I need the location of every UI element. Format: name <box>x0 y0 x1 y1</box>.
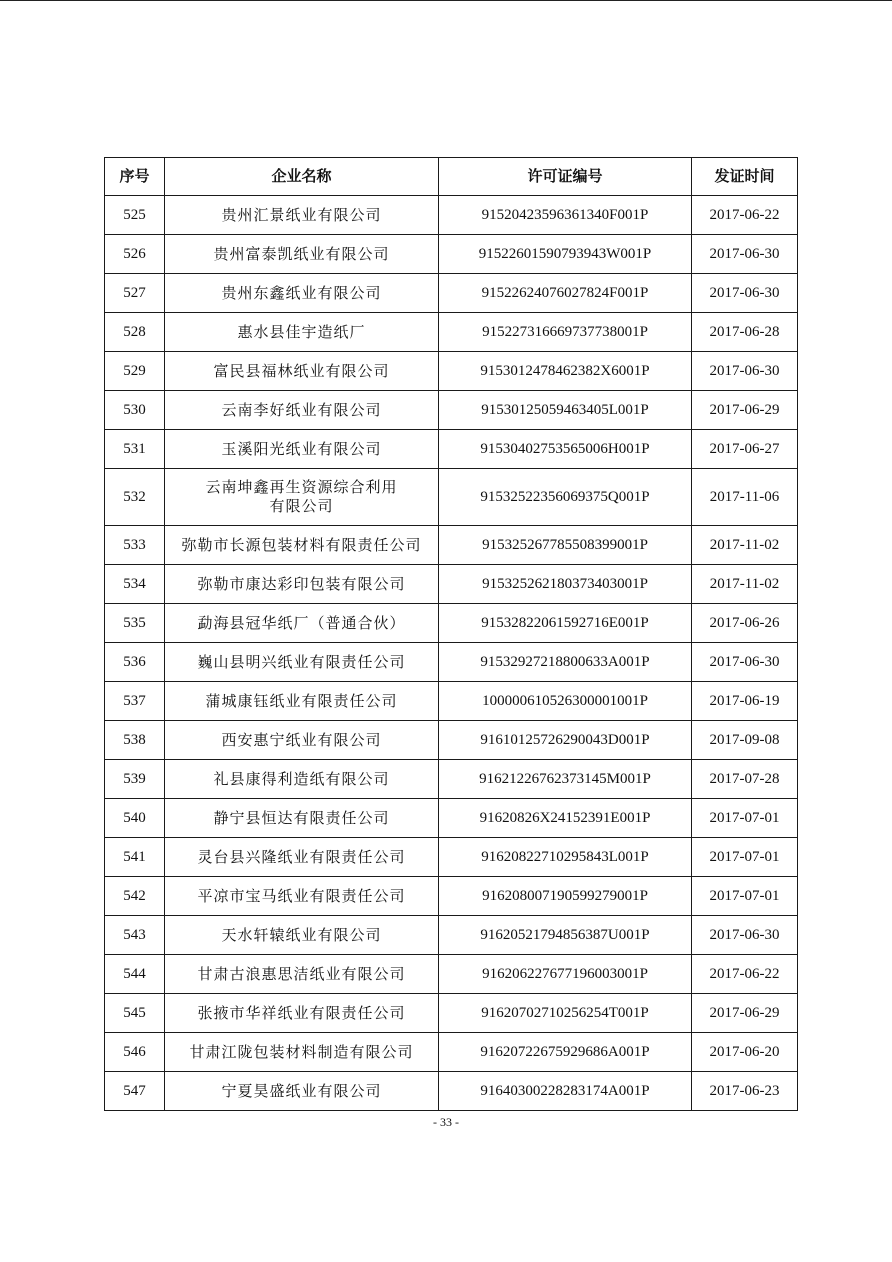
row-seq: 527 <box>105 274 165 313</box>
row-company-line2: 有限公司 <box>269 497 334 515</box>
row-seq: 540 <box>105 799 165 838</box>
header-seq: 序号 <box>105 158 165 196</box>
table-row <box>105 469 798 526</box>
row-license: 915325262180373403001P <box>439 565 692 604</box>
row-company: 巍山县明兴纸业有限责任公司 <box>165 643 439 682</box>
top-border-line <box>0 0 892 1</box>
header-company: 企业名称 <box>165 158 439 196</box>
row-company: 甘肃古浪惠思洁纸业有限公司 <box>165 955 439 994</box>
row-seq: 543 <box>105 916 165 955</box>
row-company: 惠水县佳宇造纸厂 <box>165 313 439 352</box>
row-company: 富民县福林纸业有限公司 <box>165 352 439 391</box>
row-company: 贵州汇景纸业有限公司 <box>165 196 439 235</box>
row-date: 2017-07-01 <box>692 838 798 877</box>
row-date: 2017-06-22 <box>692 196 798 235</box>
row-seq: 534 <box>105 565 165 604</box>
table-row <box>105 721 798 760</box>
row-seq: 531 <box>105 430 165 469</box>
row-date: 2017-06-29 <box>692 994 798 1033</box>
row-date: 2017-07-28 <box>692 760 798 799</box>
row-date: 2017-06-30 <box>692 916 798 955</box>
row-seq: 526 <box>105 235 165 274</box>
row-seq: 547 <box>105 1072 165 1111</box>
table-row <box>105 1072 798 1111</box>
table-row <box>105 235 798 274</box>
table-row <box>105 799 798 838</box>
row-license: 91621226762373145M001P <box>439 760 692 799</box>
row-seq: 542 <box>105 877 165 916</box>
row-date: 2017-06-28 <box>692 313 798 352</box>
table-row <box>105 682 798 721</box>
table-row <box>105 565 798 604</box>
row-company: 天水轩辕纸业有限公司 <box>165 916 439 955</box>
row-date: 2017-07-01 <box>692 799 798 838</box>
row-seq: 539 <box>105 760 165 799</box>
row-seq: 536 <box>105 643 165 682</box>
table-row <box>105 916 798 955</box>
row-date: 2017-11-02 <box>692 565 798 604</box>
row-license: 91532822061592716E001P <box>439 604 692 643</box>
row-date: 2017-06-19 <box>692 682 798 721</box>
row-seq: 544 <box>105 955 165 994</box>
row-date: 2017-06-27 <box>692 430 798 469</box>
row-date: 2017-06-23 <box>692 1072 798 1111</box>
table-row <box>105 877 798 916</box>
table-row <box>105 604 798 643</box>
permit-table <box>104 157 798 1111</box>
row-license: 915227316669737738001P <box>439 313 692 352</box>
table-row <box>105 274 798 313</box>
row-license: 91610125726290043D001P <box>439 721 692 760</box>
table-row <box>105 430 798 469</box>
table-row <box>105 838 798 877</box>
table-row <box>105 955 798 994</box>
row-seq: 533 <box>105 526 165 565</box>
row-company: 甘肃江陇包装材料制造有限公司 <box>165 1033 439 1072</box>
row-date: 2017-06-22 <box>692 955 798 994</box>
row-seq: 538 <box>105 721 165 760</box>
header-date: 发证时间 <box>692 158 798 196</box>
row-company: 礼县康得利造纸有限公司 <box>165 760 439 799</box>
row-license: 91530402753565006H001P <box>439 430 692 469</box>
row-company: 蒲城康钰纸业有限责任公司 <box>165 682 439 721</box>
row-license: 915325267785508399001P <box>439 526 692 565</box>
row-date: 2017-06-26 <box>692 604 798 643</box>
page-number: - 33 - <box>433 1115 459 1129</box>
row-company: 西安惠宁纸业有限公司 <box>165 721 439 760</box>
row-license: 91620702710256254T001P <box>439 994 692 1033</box>
row-license: 91620722675929686A001P <box>439 1033 692 1072</box>
row-date: 2017-06-30 <box>692 352 798 391</box>
row-date: 2017-06-30 <box>692 274 798 313</box>
row-date: 2017-06-30 <box>692 643 798 682</box>
row-seq: 532 <box>105 469 165 526</box>
table-row <box>105 391 798 430</box>
row-company: 平凉市宝马纸业有限责任公司 <box>165 877 439 916</box>
table-row <box>105 994 798 1033</box>
header-license: 许可证编号 <box>439 158 692 196</box>
row-license: 91522601590793943W001P <box>439 235 692 274</box>
table-row <box>105 1033 798 1072</box>
row-license: 91532927218800633A001P <box>439 643 692 682</box>
row-company: 宁夏昊盛纸业有限公司 <box>165 1072 439 1111</box>
row-seq: 530 <box>105 391 165 430</box>
row-company: 弥勒市长源包装材料有限责任公司 <box>165 526 439 565</box>
row-license: 91532522356069375Q001P <box>439 469 692 526</box>
row-seq: 545 <box>105 994 165 1033</box>
table-row <box>105 313 798 352</box>
row-date: 2017-07-01 <box>692 877 798 916</box>
row-license: 91620521794856387U001P <box>439 916 692 955</box>
row-seq: 535 <box>105 604 165 643</box>
row-license: 91620826X24152391E001P <box>439 799 692 838</box>
row-seq: 546 <box>105 1033 165 1072</box>
row-date: 2017-06-30 <box>692 235 798 274</box>
row-date: 2017-11-06 <box>692 469 798 526</box>
row-company: 弥勒市康达彩印包装有限公司 <box>165 565 439 604</box>
row-date: 2017-11-02 <box>692 526 798 565</box>
row-company-line1: 云南坤鑫再生资源综合利用 <box>205 478 398 496</box>
row-company: 贵州富泰凯纸业有限公司 <box>165 235 439 274</box>
table-row <box>105 526 798 565</box>
row-seq: 529 <box>105 352 165 391</box>
row-seq: 541 <box>105 838 165 877</box>
row-seq: 528 <box>105 313 165 352</box>
row-company: 云南李好纸业有限公司 <box>165 391 439 430</box>
row-seq: 537 <box>105 682 165 721</box>
row-company: 贵州东鑫纸业有限公司 <box>165 274 439 313</box>
row-license: 9153012478462382X6001P <box>439 352 692 391</box>
table-row <box>105 760 798 799</box>
row-date: 2017-06-29 <box>692 391 798 430</box>
row-license: 91522624076027824F001P <box>439 274 692 313</box>
row-license: 91620822710295843L001P <box>439 838 692 877</box>
table-row <box>105 196 798 235</box>
table-row <box>105 352 798 391</box>
row-license: 916208007190599279001P <box>439 877 692 916</box>
row-license: 91530125059463405L001P <box>439 391 692 430</box>
row-date: 2017-09-08 <box>692 721 798 760</box>
row-company: 静宁县恒达有限责任公司 <box>165 799 439 838</box>
row-company: 勐海县冠华纸厂（普通合伙） <box>165 604 439 643</box>
row-company: 灵台县兴隆纸业有限责任公司 <box>165 838 439 877</box>
row-date: 2017-06-20 <box>692 1033 798 1072</box>
row-company: 张掖市华祥纸业有限责任公司 <box>165 994 439 1033</box>
row-license: 91640300228283174A001P <box>439 1072 692 1111</box>
table-header-row <box>105 158 798 196</box>
table-row <box>105 643 798 682</box>
row-license: 91520423596361340F001P <box>439 196 692 235</box>
row-license: 100000610526300001001P <box>439 682 692 721</box>
row-license: 916206227677196003001P <box>439 955 692 994</box>
row-company <box>165 469 439 526</box>
row-company: 玉溪阳光纸业有限公司 <box>165 430 439 469</box>
row-seq: 525 <box>105 196 165 235</box>
